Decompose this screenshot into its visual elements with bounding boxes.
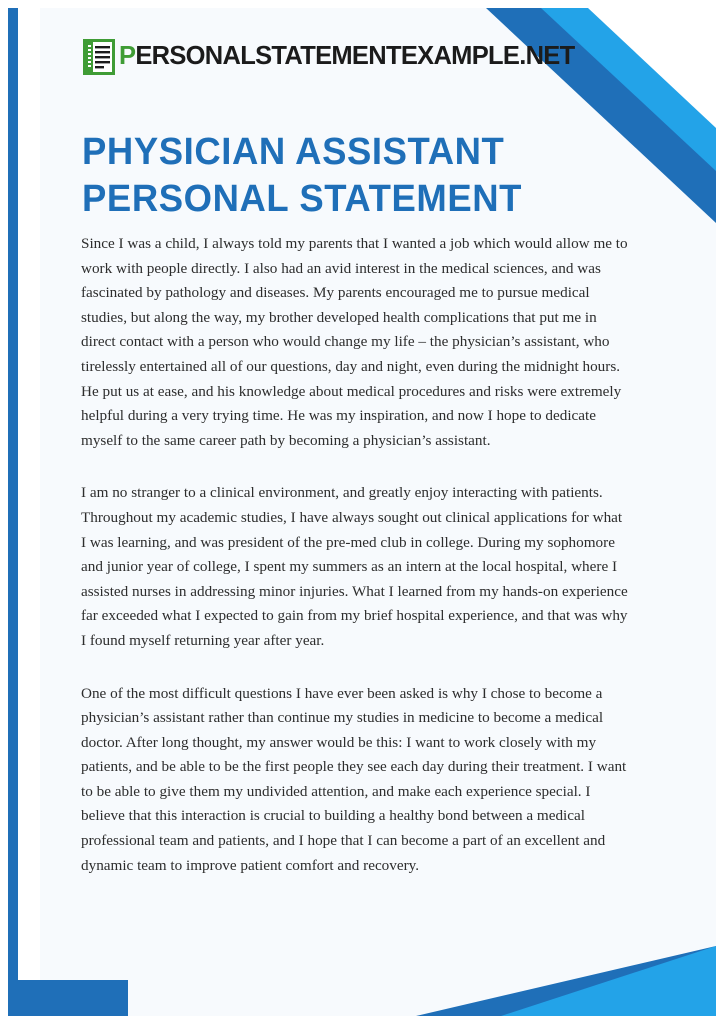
essay-paragraph: One of the most difficult questions I have ever been asked is why I chose to become a physician’s assistant rather than continue my studies in medicine to become a medical doctor. After long thought, my answer would be this: I want to work closely with my patients, and be able to be the first people they see each day during their treatment. I want to be able to give them my undivided attention, and make each experience special. I believe that this interaction is crucial to building a healthy bond between a medical professional team and patients, and I hope that I can become a part of an excellent and dynamic team to improve patient comfort and recovery. (81, 684, 627, 874)
logo-wordmark-rest: ERSONALSTATEMENTEXAMPLE.NET (135, 42, 575, 71)
essay-paragraph: I am no stranger to a clinical environment, and greatly enjoy interacting with patients. Throughout my academic studies, I have always sought out clinical applications for what I was learning, and was president of the pre-med club in college. During my sophomore and junior year of college, I spent my summers as an intern at the local hospital, where I assisted nurses in addressing minor injuries. What I learned from my hands-on experience far exceeded what I expected to gain from my brief hospital experience, and that was why I found myself returning year after year. (81, 484, 628, 649)
logo-wordmark (119, 44, 574, 70)
essay-body (81, 232, 629, 906)
page-title-line-1: PHYSICIAN ASSISTANT (82, 131, 505, 174)
page-title-line-2: PERSONAL STATEMENT (82, 178, 523, 221)
logo-wordmark-initial: P (119, 42, 136, 71)
document-lines-icon (82, 38, 116, 76)
page-title (82, 129, 620, 223)
essay-paragraph: Since I was a child, I always told my parents that I wanted a job which would allow me to work with people directly. I also had an avid interest in the medical sciences, and was fascinated by pathology and diseases. My parents encouraged me to pursue medical studies, but along the way, my brother developed health complications that put me in direct contact with a person who would change my life – the physician’s assistant, who tirelessly entertained all of our questions, day and night, even during the midnight hours. He put us at ease, and his knowledge about medical procedures and risks were extremely helpful during a very trying time. He was my inspiration, and now I hope to dedicate myself to the same career path by becoming a physician’s assistant. (81, 235, 628, 449)
site-logo[interactable] (82, 36, 574, 78)
